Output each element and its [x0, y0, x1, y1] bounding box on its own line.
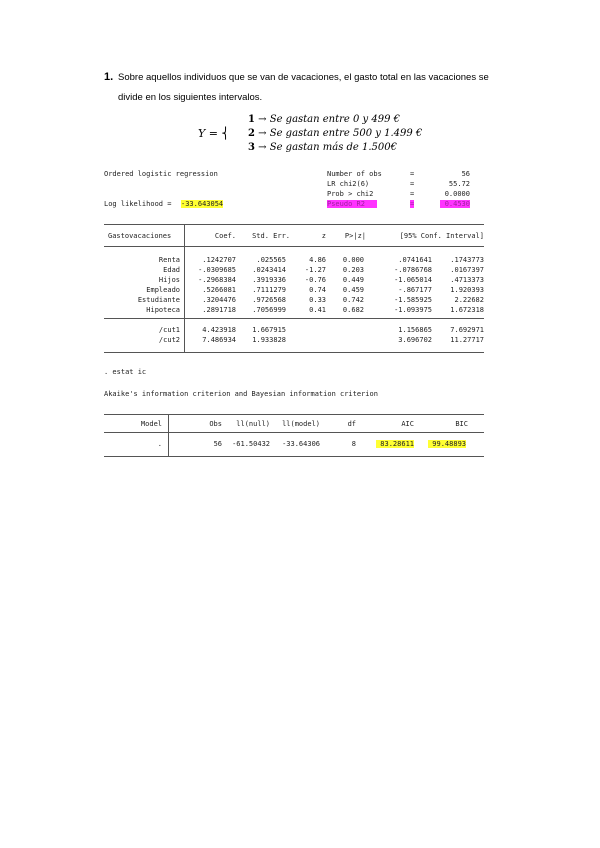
table-bottom-rule: [104, 352, 484, 353]
loglik-label: Log likelihood =: [104, 200, 176, 208]
ic-row-df: 8: [351, 440, 356, 448]
col-header-ci: [95% Conf. Interval]: [399, 232, 484, 240]
cut-coef: 7.486934: [202, 336, 236, 344]
col-header-coef: Coef.: [214, 232, 236, 240]
row-se: .0243414: [252, 266, 286, 274]
ic-header-llnull: ll(null): [236, 420, 270, 428]
row-var: Estudiante: [137, 296, 180, 304]
row-var: Edad: [163, 266, 180, 274]
row-p: 0.000: [342, 256, 364, 264]
question-line-2: divide en los siguientes intervalos.: [118, 92, 263, 103]
row-ci-lo: -.0786768: [394, 266, 432, 274]
row-ci-hi: .4713373: [450, 276, 484, 284]
stat-value-pseudo: 0.4530: [440, 200, 470, 208]
row-coef: -.2968384: [198, 276, 236, 284]
ic-row-llmodel: -33.64306: [282, 440, 320, 448]
ic-bottom-rule: [104, 456, 484, 457]
loglik-value: -33.643054: [181, 200, 224, 208]
row-coef: .5266081: [202, 286, 236, 294]
row-var: Empleado: [146, 286, 180, 294]
question-number: 1.: [104, 71, 114, 83]
ic-header-rule: [104, 432, 484, 433]
row-se: .7111279: [252, 286, 286, 294]
equation-row-3: 3 → Se gastan más de 1.500€: [248, 142, 398, 153]
ic-row-obs: 56: [213, 440, 222, 448]
col-header-z: z: [321, 232, 326, 240]
cut-se: 1.933828: [252, 336, 286, 344]
stat-eq-pseudo: =: [410, 200, 415, 208]
stat-label-prob: Prob > chi2: [327, 190, 374, 198]
estat-title: Akaike's information criterion and Bayesian information criterion: [104, 390, 378, 398]
stat-value-prob: 0.0000: [444, 190, 470, 198]
cut-ci-hi: 7.692971: [450, 326, 484, 334]
stat-label-pseudo: Pseudo R2: [327, 200, 377, 208]
stat-value-obs: 56: [461, 170, 470, 178]
stat-eq-prob: =: [410, 190, 415, 198]
ic-header-obs: Obs: [209, 420, 222, 428]
row-ci-lo: -1.585925: [394, 296, 432, 304]
row-z: -1.27: [304, 266, 326, 274]
question-line-1: Sobre aquellos individuos que se van de vacaciones, el gasto total en las vacaciones se: [118, 72, 489, 83]
row-var: Renta: [158, 256, 180, 264]
table-top-rule: [104, 224, 484, 225]
row-z: 0.41: [309, 306, 326, 314]
row-ci-lo: .0741641: [398, 256, 432, 264]
ic-row-bic: 99.48893: [428, 440, 466, 448]
row-se: .9726568: [252, 296, 286, 304]
row-se: .025565: [256, 256, 286, 264]
cut-ci-lo: 1.156865: [398, 326, 432, 334]
row-p: 0.449: [342, 276, 364, 284]
row-ci-lo: -1.065014: [394, 276, 432, 284]
ic-row-llnull: -61.50432: [232, 440, 270, 448]
cut-ci-hi: 11.27717: [450, 336, 484, 344]
row-se: .3919336: [252, 276, 286, 284]
row-coef: .2891718: [202, 306, 236, 314]
ic-vertical-rule: [168, 414, 169, 456]
ic-header-model: Model: [140, 420, 162, 428]
row-ci-hi: .1743773: [450, 256, 484, 264]
row-var: Hijos: [158, 276, 180, 284]
row-se: .7056999: [252, 306, 286, 314]
row-z: -0.76: [304, 276, 326, 284]
cut-var: /cut2: [158, 336, 180, 344]
stat-label-lr: LR chi2(6): [327, 180, 370, 188]
col-header-p: P>|z|: [344, 232, 366, 240]
row-p: 0.459: [342, 286, 364, 294]
row-ci-lo: -.867177: [398, 286, 432, 294]
ic-row-model: .: [157, 440, 162, 448]
ic-row-aic: 83.28611: [376, 440, 414, 448]
cut-coef: 4.423918: [202, 326, 236, 334]
equation-row-2: 2 → Se gastan entre 500 y 1.499 €: [248, 128, 423, 139]
equation-lhs: Y = ⎨: [198, 127, 230, 140]
row-ci-hi: 1.920393: [450, 286, 484, 294]
stat-value-lr: 55.72: [448, 180, 470, 188]
ic-top-rule: [104, 414, 484, 415]
row-p: 0.682: [342, 306, 364, 314]
ic-header-df: df: [347, 420, 356, 428]
row-ci-hi: 2.22682: [454, 296, 484, 304]
table-vertical-rule: [184, 224, 185, 352]
row-z: 4.86: [309, 256, 326, 264]
row-coef: .3204476: [202, 296, 236, 304]
stat-eq-lr: =: [410, 180, 415, 188]
row-ci-hi: .0167397: [450, 266, 484, 274]
row-p: 0.203: [342, 266, 364, 274]
row-p: 0.742: [342, 296, 364, 304]
table-cut-rule: [104, 318, 484, 319]
equation-row-1: 1 → Se gastan entre 0 y 499 €: [248, 114, 401, 125]
ic-header-bic: BIC: [455, 420, 468, 428]
table-header-rule: [104, 246, 484, 247]
col-header-var: Gastovacaciones: [108, 232, 172, 240]
regression-title: Ordered logistic regression: [104, 170, 218, 178]
row-ci-lo: -1.093975: [394, 306, 432, 314]
cut-var: /cut1: [158, 326, 180, 334]
col-header-se: Std. Err.: [252, 232, 290, 240]
cut-se: 1.667915: [252, 326, 286, 334]
ic-header-aic: AIC: [401, 420, 414, 428]
estat-command: . estat ic: [104, 368, 147, 376]
stat-eq-obs: =: [410, 170, 415, 178]
row-var: Hipoteca: [146, 306, 180, 314]
row-z: 0.33: [309, 296, 326, 304]
cut-ci-lo: 3.696702: [398, 336, 432, 344]
row-ci-hi: 1.672318: [450, 306, 484, 314]
row-z: 0.74: [309, 286, 326, 294]
ic-header-llmodel: ll(model): [282, 420, 320, 428]
stat-label-obs: Number of obs: [327, 170, 382, 178]
row-coef: .1242707: [202, 256, 236, 264]
row-coef: -.0309685: [198, 266, 236, 274]
